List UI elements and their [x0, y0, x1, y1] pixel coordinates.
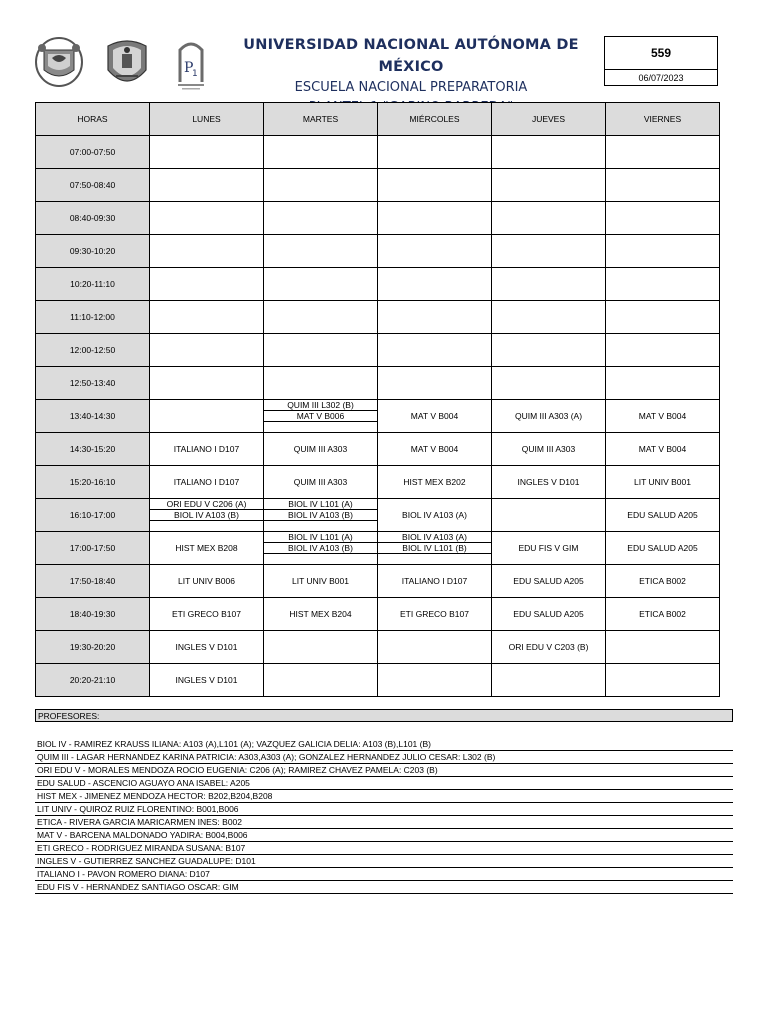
class-entry: ORI EDU V C203 (B) — [508, 642, 589, 652]
class-cell-viernes — [606, 532, 720, 565]
column-header-martes: MARTES — [264, 103, 378, 136]
class-entry: QUIM III A303 — [293, 477, 348, 487]
class-entry: BIOL IV L101 (A) — [264, 532, 377, 543]
class-entry: MAT V B004 — [638, 444, 687, 454]
class-cell-lunes — [150, 334, 264, 367]
class-cell-jueves — [492, 532, 606, 565]
profesor-line: LIT UNIV - QUIROZ RUIZ FLORENTINO: B001,B006 — [35, 803, 733, 816]
schedule-row — [36, 499, 720, 532]
class-entry: ETI GRECO B107 — [400, 609, 469, 619]
class-cell-jueves — [492, 466, 606, 499]
class-cell-viernes — [606, 499, 720, 532]
class-entry: BIOL IV A103 (B) — [150, 510, 263, 521]
class-entry — [264, 521, 377, 531]
class-entry: QUIM III A303 — [293, 444, 348, 454]
class-cell-miercoles — [378, 235, 492, 268]
class-cell-lunes — [150, 136, 264, 169]
class-cell-jueves — [492, 136, 606, 169]
class-cell-miercoles — [378, 202, 492, 235]
class-entry — [150, 521, 263, 531]
class-cell-jueves — [492, 334, 606, 367]
class-cell-martes — [264, 334, 378, 367]
schedule-row — [36, 400, 720, 433]
class-entry: EDU SALUD A205 — [627, 543, 698, 553]
class-entry: MAT V B004 — [638, 411, 687, 421]
profesor-line: ORI EDU V - MORALES MENDOZA ROCIO EUGENIA: C206 (A); RAMIREZ CHAVEZ PAMELA: C203 (B) — [35, 764, 733, 777]
class-cell-miercoles — [378, 433, 492, 466]
class-entry: QUIM III A303 (A) — [514, 411, 583, 421]
class-cell-miercoles — [378, 499, 492, 532]
schedule-row — [36, 136, 720, 169]
column-header-miercoles: MIÉRCOLES — [378, 103, 492, 136]
header-logos — [34, 36, 214, 92]
schedule-row — [36, 235, 720, 268]
class-cell-viernes — [606, 202, 720, 235]
class-entry: EDU SALUD A205 — [513, 576, 584, 586]
class-entry: BIOL IV L101 (B) — [378, 543, 491, 554]
class-cell-jueves — [492, 202, 606, 235]
class-entry: ORI EDU V C206 (A) — [150, 499, 263, 510]
time-slot-cell: 13:40-14:30 — [36, 400, 150, 433]
class-cell-jueves — [492, 235, 606, 268]
profesor-line: ITALIANO I - PAVON ROMERO DIANA: D107 — [35, 868, 733, 881]
school-name: ESCUELA NACIONAL PREPARATORIA — [294, 80, 528, 95]
class-cell-miercoles — [378, 367, 492, 400]
schedule-row — [36, 202, 720, 235]
class-entry: BIOL IV A103 (A) — [378, 532, 491, 543]
class-cell-jueves — [492, 565, 606, 598]
class-entry: LIT UNIV B001 — [633, 477, 691, 487]
profesor-line: EDU FIS V - HERNANDEZ SANTIAGO OSCAR: GIM — [35, 881, 733, 894]
time-slot-cell: 12:50-13:40 — [36, 367, 150, 400]
time-slot-cell: 18:40-19:30 — [36, 598, 150, 631]
split-class-cell — [150, 499, 263, 531]
schedule-header-row — [36, 103, 720, 136]
time-slot-cell: 20:20-21:10 — [36, 664, 150, 697]
class-entry — [264, 422, 377, 432]
profesor-line: ETICA - RIVERA GARCIA MARICARMEN INES: B002 — [35, 816, 733, 829]
profesor-line: HIST MEX - JIMENEZ MENDOZA HECTOR: B202,B204,B208 — [35, 790, 733, 803]
time-slot-cell: 17:50-18:40 — [36, 565, 150, 598]
class-entry: INGLES V D101 — [175, 642, 238, 652]
class-cell-lunes — [150, 400, 264, 433]
schedule-row — [36, 268, 720, 301]
column-header-horas: HORAS — [36, 103, 150, 136]
profesores-header: PROFESORES: — [35, 709, 733, 722]
document-date: 06/07/2023 — [638, 73, 684, 83]
profesor-line: BIOL IV - RAMIREZ KRAUSS ILIANA: A103 (A),L101 (A); VAZQUEZ GALICIA DELIA: A103 (B),L101 (B) — [35, 738, 733, 751]
class-cell-jueves — [492, 169, 606, 202]
class-cell-jueves — [492, 499, 606, 532]
class-cell-viernes — [606, 367, 720, 400]
schedule-table — [35, 102, 720, 697]
class-cell-jueves — [492, 433, 606, 466]
class-entry: LIT UNIV B001 — [291, 576, 349, 586]
column-header-lunes: LUNES — [150, 103, 264, 136]
class-cell-jueves — [492, 664, 606, 697]
class-cell-viernes — [606, 400, 720, 433]
class-cell-martes — [264, 532, 378, 565]
class-entry: MAT V B004 — [410, 411, 459, 421]
class-entry: BIOL IV A103 (A) — [402, 510, 467, 520]
class-cell-miercoles — [378, 664, 492, 697]
class-entry: HIST MEX B204 — [289, 609, 352, 619]
profesor-line: EDU SALUD - ASCENCIO AGUAYO ANA ISABEL: A205 — [35, 777, 733, 790]
class-cell-viernes — [606, 301, 720, 334]
split-class-cell — [264, 400, 377, 432]
class-cell-jueves — [492, 301, 606, 334]
class-cell-viernes — [606, 631, 720, 664]
class-cell-jueves — [492, 631, 606, 664]
university-name: UNIVERSIDAD NACIONAL AUTÓNOMA DE MÉXICO — [243, 37, 579, 75]
schedule-row — [36, 631, 720, 664]
class-cell-lunes — [150, 367, 264, 400]
class-entry: QUIM III A303 — [521, 444, 576, 454]
time-slot-cell: 07:50-08:40 — [36, 169, 150, 202]
time-slot-cell: 16:10-17:00 — [36, 499, 150, 532]
class-cell-viernes — [606, 598, 720, 631]
class-cell-viernes — [606, 433, 720, 466]
profesores-list — [35, 738, 733, 894]
class-cell-martes — [264, 367, 378, 400]
column-header-jueves: JUEVES — [492, 103, 606, 136]
class-entry: BIOL IV A103 (B) — [264, 510, 377, 521]
class-cell-miercoles — [378, 532, 492, 565]
profesor-line: INGLES V - GUTIERREZ SANCHEZ GUADALUPE: D101 — [35, 855, 733, 868]
split-class-cell — [264, 532, 377, 564]
class-cell-lunes — [150, 499, 264, 532]
schedule-row — [36, 367, 720, 400]
class-cell-martes — [264, 565, 378, 598]
class-cell-martes — [264, 466, 378, 499]
class-cell-miercoles — [378, 598, 492, 631]
class-cell-jueves — [492, 598, 606, 631]
schedule-row — [36, 301, 720, 334]
class-cell-martes — [264, 499, 378, 532]
class-cell-martes — [264, 301, 378, 334]
profesor-line: MAT V - BARCENA MALDONADO YADIRA: B004,B006 — [35, 829, 733, 842]
class-entry: BIOL IV A103 (B) — [264, 543, 377, 554]
class-cell-miercoles — [378, 136, 492, 169]
class-cell-martes — [264, 433, 378, 466]
class-entry: MAT V B004 — [410, 444, 459, 454]
class-cell-viernes — [606, 169, 720, 202]
class-cell-lunes — [150, 631, 264, 664]
class-entry: LIT UNIV B006 — [177, 576, 235, 586]
class-cell-viernes — [606, 664, 720, 697]
class-entry: INGLES V D101 — [175, 675, 238, 685]
class-cell-viernes — [606, 565, 720, 598]
class-entry: EDU SALUD A205 — [513, 609, 584, 619]
time-slot-cell: 12:00-12:50 — [36, 334, 150, 367]
class-cell-jueves — [492, 367, 606, 400]
class-entry: ITALIANO I D107 — [173, 477, 240, 487]
schedule-row — [36, 532, 720, 565]
class-entry — [264, 554, 377, 564]
class-cell-miercoles — [378, 268, 492, 301]
class-cell-viernes — [606, 466, 720, 499]
schedule-row — [36, 565, 720, 598]
class-cell-viernes — [606, 136, 720, 169]
class-entry: ETICA B002 — [639, 609, 686, 619]
profesores-section — [35, 709, 733, 894]
time-slot-cell: 08:40-09:30 — [36, 202, 150, 235]
class-entry: EDU FIS V GIM — [518, 543, 579, 553]
class-cell-miercoles — [378, 565, 492, 598]
class-entry: HIST MEX B202 — [403, 477, 466, 487]
class-cell-lunes — [150, 301, 264, 334]
class-cell-martes — [264, 169, 378, 202]
class-cell-miercoles — [378, 334, 492, 367]
class-cell-miercoles — [378, 301, 492, 334]
time-slot-cell: 19:30-20:20 — [36, 631, 150, 664]
class-entry: HIST MEX B208 — [175, 543, 238, 553]
class-cell-martes — [264, 268, 378, 301]
class-cell-martes — [264, 400, 378, 433]
class-entry: ITALIANO I D107 — [401, 576, 468, 586]
time-slot-cell: 14:30-15:20 — [36, 433, 150, 466]
class-cell-miercoles — [378, 400, 492, 433]
profesor-line: QUIM III - LAGAR HERNANDEZ KARINA PATRICIA: A303,A303 (A); GONZALEZ HERNANDEZ JULIO CESAR: L302 (B) — [35, 751, 733, 764]
svg-text:1: 1 — [192, 69, 198, 79]
svg-text:P: P — [184, 60, 194, 76]
class-entry: ETICA B002 — [639, 576, 686, 586]
class-cell-martes — [264, 631, 378, 664]
time-slot-cell: 11:10-12:00 — [36, 301, 150, 334]
class-cell-miercoles — [378, 466, 492, 499]
class-cell-martes — [264, 598, 378, 631]
schedule-row — [36, 466, 720, 499]
split-class-cell — [378, 532, 491, 564]
class-cell-lunes — [150, 565, 264, 598]
class-entry: QUIM III L302 (B) — [264, 400, 377, 411]
class-cell-jueves — [492, 400, 606, 433]
class-cell-viernes — [606, 268, 720, 301]
schedule-row — [36, 433, 720, 466]
time-slot-cell: 07:00-07:50 — [36, 136, 150, 169]
class-entry — [378, 554, 491, 564]
class-cell-lunes — [150, 169, 264, 202]
class-cell-lunes — [150, 598, 264, 631]
class-entry: BIOL IV L101 (A) — [264, 499, 377, 510]
split-class-cell — [264, 499, 377, 531]
class-cell-martes — [264, 136, 378, 169]
class-cell-viernes — [606, 334, 720, 367]
class-cell-lunes — [150, 532, 264, 565]
schedule-row — [36, 598, 720, 631]
time-slot-cell: 09:30-10:20 — [36, 235, 150, 268]
class-cell-lunes — [150, 235, 264, 268]
schedule-row — [36, 664, 720, 697]
class-cell-jueves — [492, 268, 606, 301]
column-header-viernes: VIERNES — [606, 103, 720, 136]
schedule-row — [36, 334, 720, 367]
time-slot-cell: 15:20-16:10 — [36, 466, 150, 499]
class-cell-viernes — [606, 235, 720, 268]
class-cell-miercoles — [378, 631, 492, 664]
time-slot-cell: 17:00-17:50 — [36, 532, 150, 565]
time-slot-cell: 10:20-11:10 — [36, 268, 150, 301]
class-entry: INGLES V D101 — [517, 477, 580, 487]
group-code: 559 — [605, 37, 717, 70]
class-entry: MAT V B006 — [264, 411, 377, 422]
class-entry: ETI GRECO B107 — [172, 609, 241, 619]
class-cell-martes — [264, 202, 378, 235]
class-cell-martes — [264, 235, 378, 268]
unam-crest-icon — [34, 36, 84, 88]
schedule-body — [36, 136, 720, 697]
profesor-line: ETI GRECO - RODRIGUEZ MIRANDA SUSANA: B107 — [35, 842, 733, 855]
schedule-row — [36, 169, 720, 202]
class-cell-lunes — [150, 268, 264, 301]
class-cell-lunes — [150, 466, 264, 499]
plantel-1-logo-icon — [174, 36, 208, 92]
class-cell-miercoles — [378, 169, 492, 202]
group-code-box — [604, 36, 718, 86]
class-entry: ITALIANO I D107 — [173, 444, 240, 454]
class-cell-lunes — [150, 433, 264, 466]
class-cell-lunes — [150, 664, 264, 697]
class-cell-lunes — [150, 202, 264, 235]
enp-crest-icon — [104, 36, 150, 92]
class-cell-martes — [264, 664, 378, 697]
class-entry: EDU SALUD A205 — [627, 510, 698, 520]
